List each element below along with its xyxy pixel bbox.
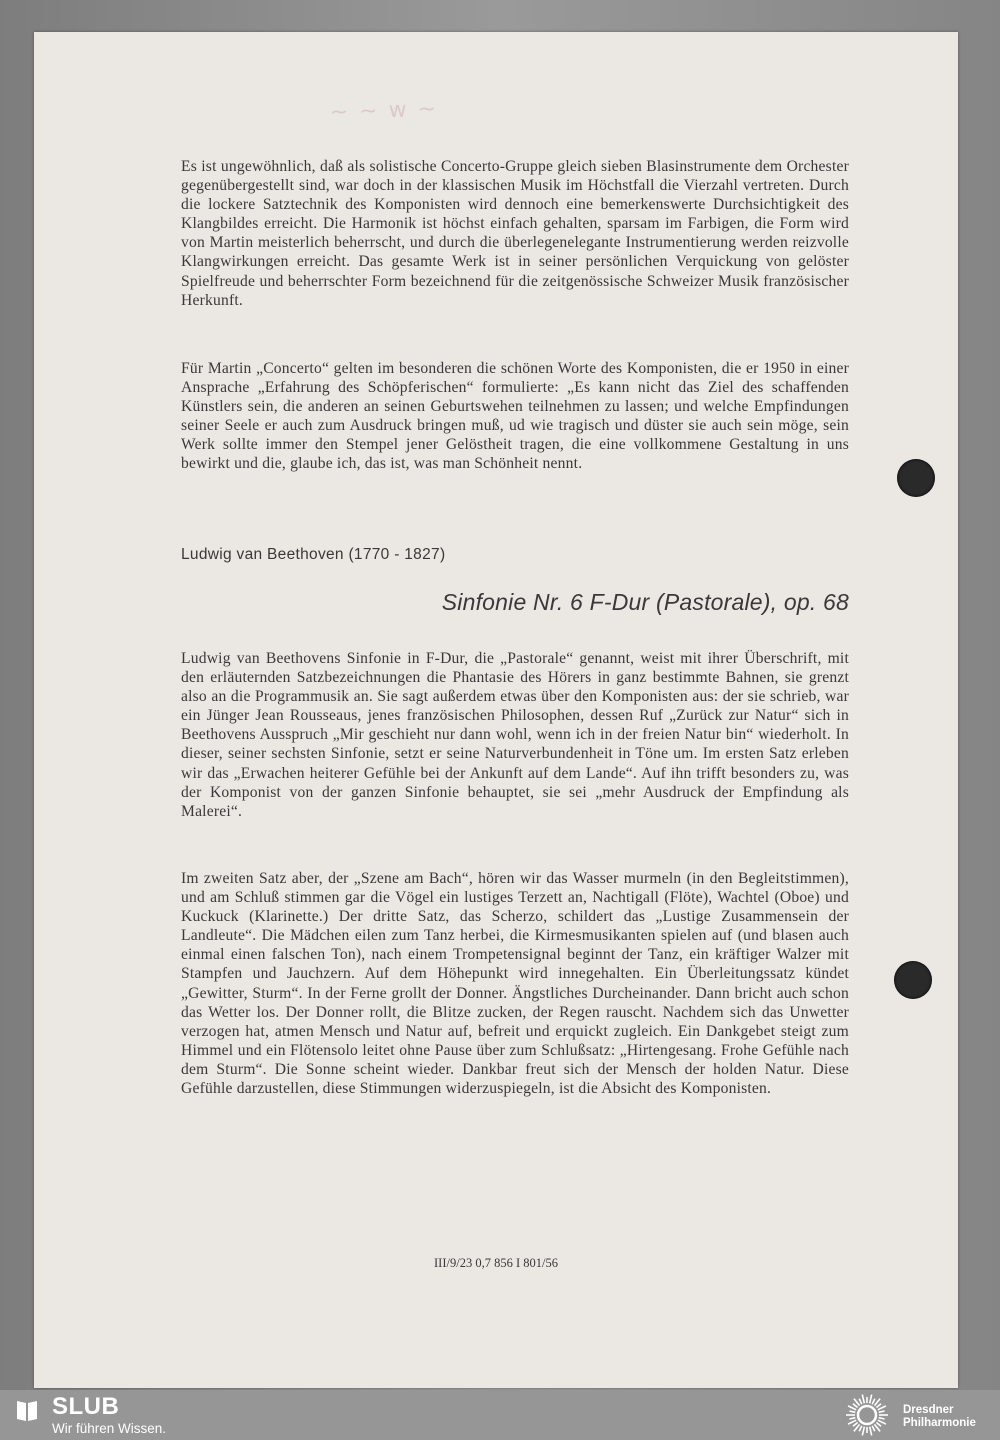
punch-hole-upper	[897, 459, 935, 497]
starburst-ray	[849, 1418, 855, 1419]
composer-heading: Ludwig van Beethoven (1770 - 1827)	[181, 546, 446, 563]
starburst-ray	[853, 1404, 858, 1408]
starburst-ray	[848, 1420, 856, 1424]
starburst-ray	[862, 1395, 864, 1404]
library-tagline: Wir führen Wissen.	[52, 1421, 167, 1436]
starburst-ray	[848, 1406, 856, 1410]
body-paragraph-pastorale-movements: Im zweiten Satz aber, der „Szene am Bach“, hören wir das Wasser murmeln (in den Begleitstimmen), und am Schluß stimmen gar die Vögel ein lustiges Terzett an, Nachtigall (Flöte), Wachtel (Oboe) und Kuckuck (Klarinette.) Der dritte Satz, das Scherzo, schildert das „Lustige Zusammensein der Landleute“. Die Mädchen eilen zum Tanz herbei, die Kirmesmusikanten spielen auf (und blasen auch einmal einen falschen Ton), nach einem Trompetensignal beginnt der Tanz, ein kräftiger Walzer mit Stampfen und Jauchzern. Auf dem Höhepunkt wird innegehalten. Ein Überleitungssatz kündet „Gewitter, Sturm“. In der Ferne grollt der Donner. Ängstliches Durcheinander. Dann bricht auch schon das Wetter los. Der Donner rollt, die Blitze zucken, der Regen rauscht. Nachdem sich das Unwetter verzogen hat, atmen Mensch und Natur auf, befreit und erquickt zugleich. Ein Dankgebet steigt zum Himmel und ein Flötensolo leitet ohne Pause über zum Schlußsatz: „Hirtengesang. Frohe Gefühle nach dem Sturm“. Die Sonne scheint wieder. Dankbar freut sich der Mensch der holden Natur. Diese Gefühle darzustellen, diese Stimmungen widerzuspiegeln, ist die Absicht des Komponisten.	[181, 870, 849, 1098]
body-paragraph-pastorale-intro: Ludwig van Beethovens Sinfonie in F-Dur, die „Pastorale“ genannt, weist mit ihrer Überschrift, mit den erläuternden Satzbezeichnungen die Phantasie des Hörers in ganz bestimmte Bahnen, sie grenzt also an die Programmusik an. Sie sagt außerdem etwas über den Komponisten aus: der sie schrieb, war ein Jünger Jean Rousseaus, jenes französischen Philosophen, dessen Ruf „Zurück zur Natur“ sich in Beethovens Ausspruch „Mir geschieht nur dann wohl, wenn ich in der freien Natur bin“ wiederholt. In dieser, seiner sechsten Sinfonie, setzt er seine Naturverbundenheit in Töne um. Im ersten Satz erleben wir das „Erwachen heiterer Gefühle bei der Ankunft auf dem Lande“. Auf ihn trifft besonders zu, was der Komponist von der ganzen Sinfonie behauptet, sie sei „mehr Ausdruck der Empfindung als Malerei“.	[181, 650, 849, 820]
print-code: III/9/23 0,7 856 I 801/56	[434, 1256, 558, 1270]
starburst-ray	[849, 1411, 855, 1412]
body-paragraph-martin-quote: Für Martin „Concerto“ gelten im besonderen die schönen Worte des Komponisten, die er 1950 in einer Ansprache „Erfahrung des Schöpferischen“ formulierte: „Es kann nicht das Ziel des schaffenden Künstlers sein, die anderen an seinen Geburtswehen teilnehmen zu lassen; und welche Empfindungen seiner Seele er auch zum Ausdruck bringen muß, ud wie tragisch und düster sie auch sein möge, sein Werk sollte immer den Stempel jener Gelöstheit tragen, die eine vollkommene Gestaltung in uns bewirkt und die, glaube ich, das ist, was man Schönheit nennt.	[181, 360, 849, 473]
book-icon[interactable]	[14, 1398, 40, 1424]
work-title: Sinfonie Nr. 6 F-Dur (Pastorale), op. 68	[441, 589, 849, 615]
starburst-ray	[872, 1426, 875, 1431]
starburst-ray	[878, 1420, 886, 1424]
starburst-ray	[853, 1422, 858, 1426]
partner-name-line-2: Philharmonie	[903, 1417, 976, 1429]
partner-logo-text[interactable]	[903, 1404, 976, 1430]
starburst-ray	[862, 1427, 864, 1436]
starburst-ray	[870, 1395, 872, 1404]
partner-name-line-1: Dresdner	[903, 1404, 954, 1416]
punch-hole-lower	[894, 961, 932, 999]
starburst-ray	[876, 1404, 881, 1408]
starburst-ray	[879, 1418, 885, 1419]
starburst-ray	[879, 1411, 885, 1412]
faint-stamp-mark: ~ ~ w ~	[329, 96, 439, 126]
starburst-logo-icon[interactable]	[843, 1392, 891, 1438]
starburst-ray	[859, 1399, 862, 1404]
starburst-ray	[870, 1427, 872, 1436]
starburst-ray	[878, 1406, 886, 1410]
starburst-ray	[859, 1426, 862, 1431]
starburst-ray	[872, 1399, 875, 1404]
body-paragraph-martin-concerto: Es ist ungewöhnlich, daß als solistische Concerto-Gruppe gleich sieben Blasinstrumente dem Orchester gegenübergestellt sind, war doch in der klassischen Musik im Höchstfall die Vierzahl vertreten. Durch die lockere Satztechnik des Komponisten wird dennoch eine bemerkenswerte Durchsichtigkeit des Klangbildes erreicht. Die Harmonik ist höchst einfach gehalten, sparsam im Farbigen, die Form wird von Martin meisterlich beherrscht, und durch die überlegenelegante Instrumentierung werden reizvolle Klangwirkungen erreicht. Das gesamte Werk ist in seiner persönlichen Verquickung von gelöster Spielfreude und beherrschter Form bezeichnend für die zeitgenössische Schweizer Musik französischer Herkunft.	[181, 158, 849, 309]
library-logo-text[interactable]: SLUB	[52, 1393, 120, 1420]
starburst-ray	[876, 1422, 881, 1426]
